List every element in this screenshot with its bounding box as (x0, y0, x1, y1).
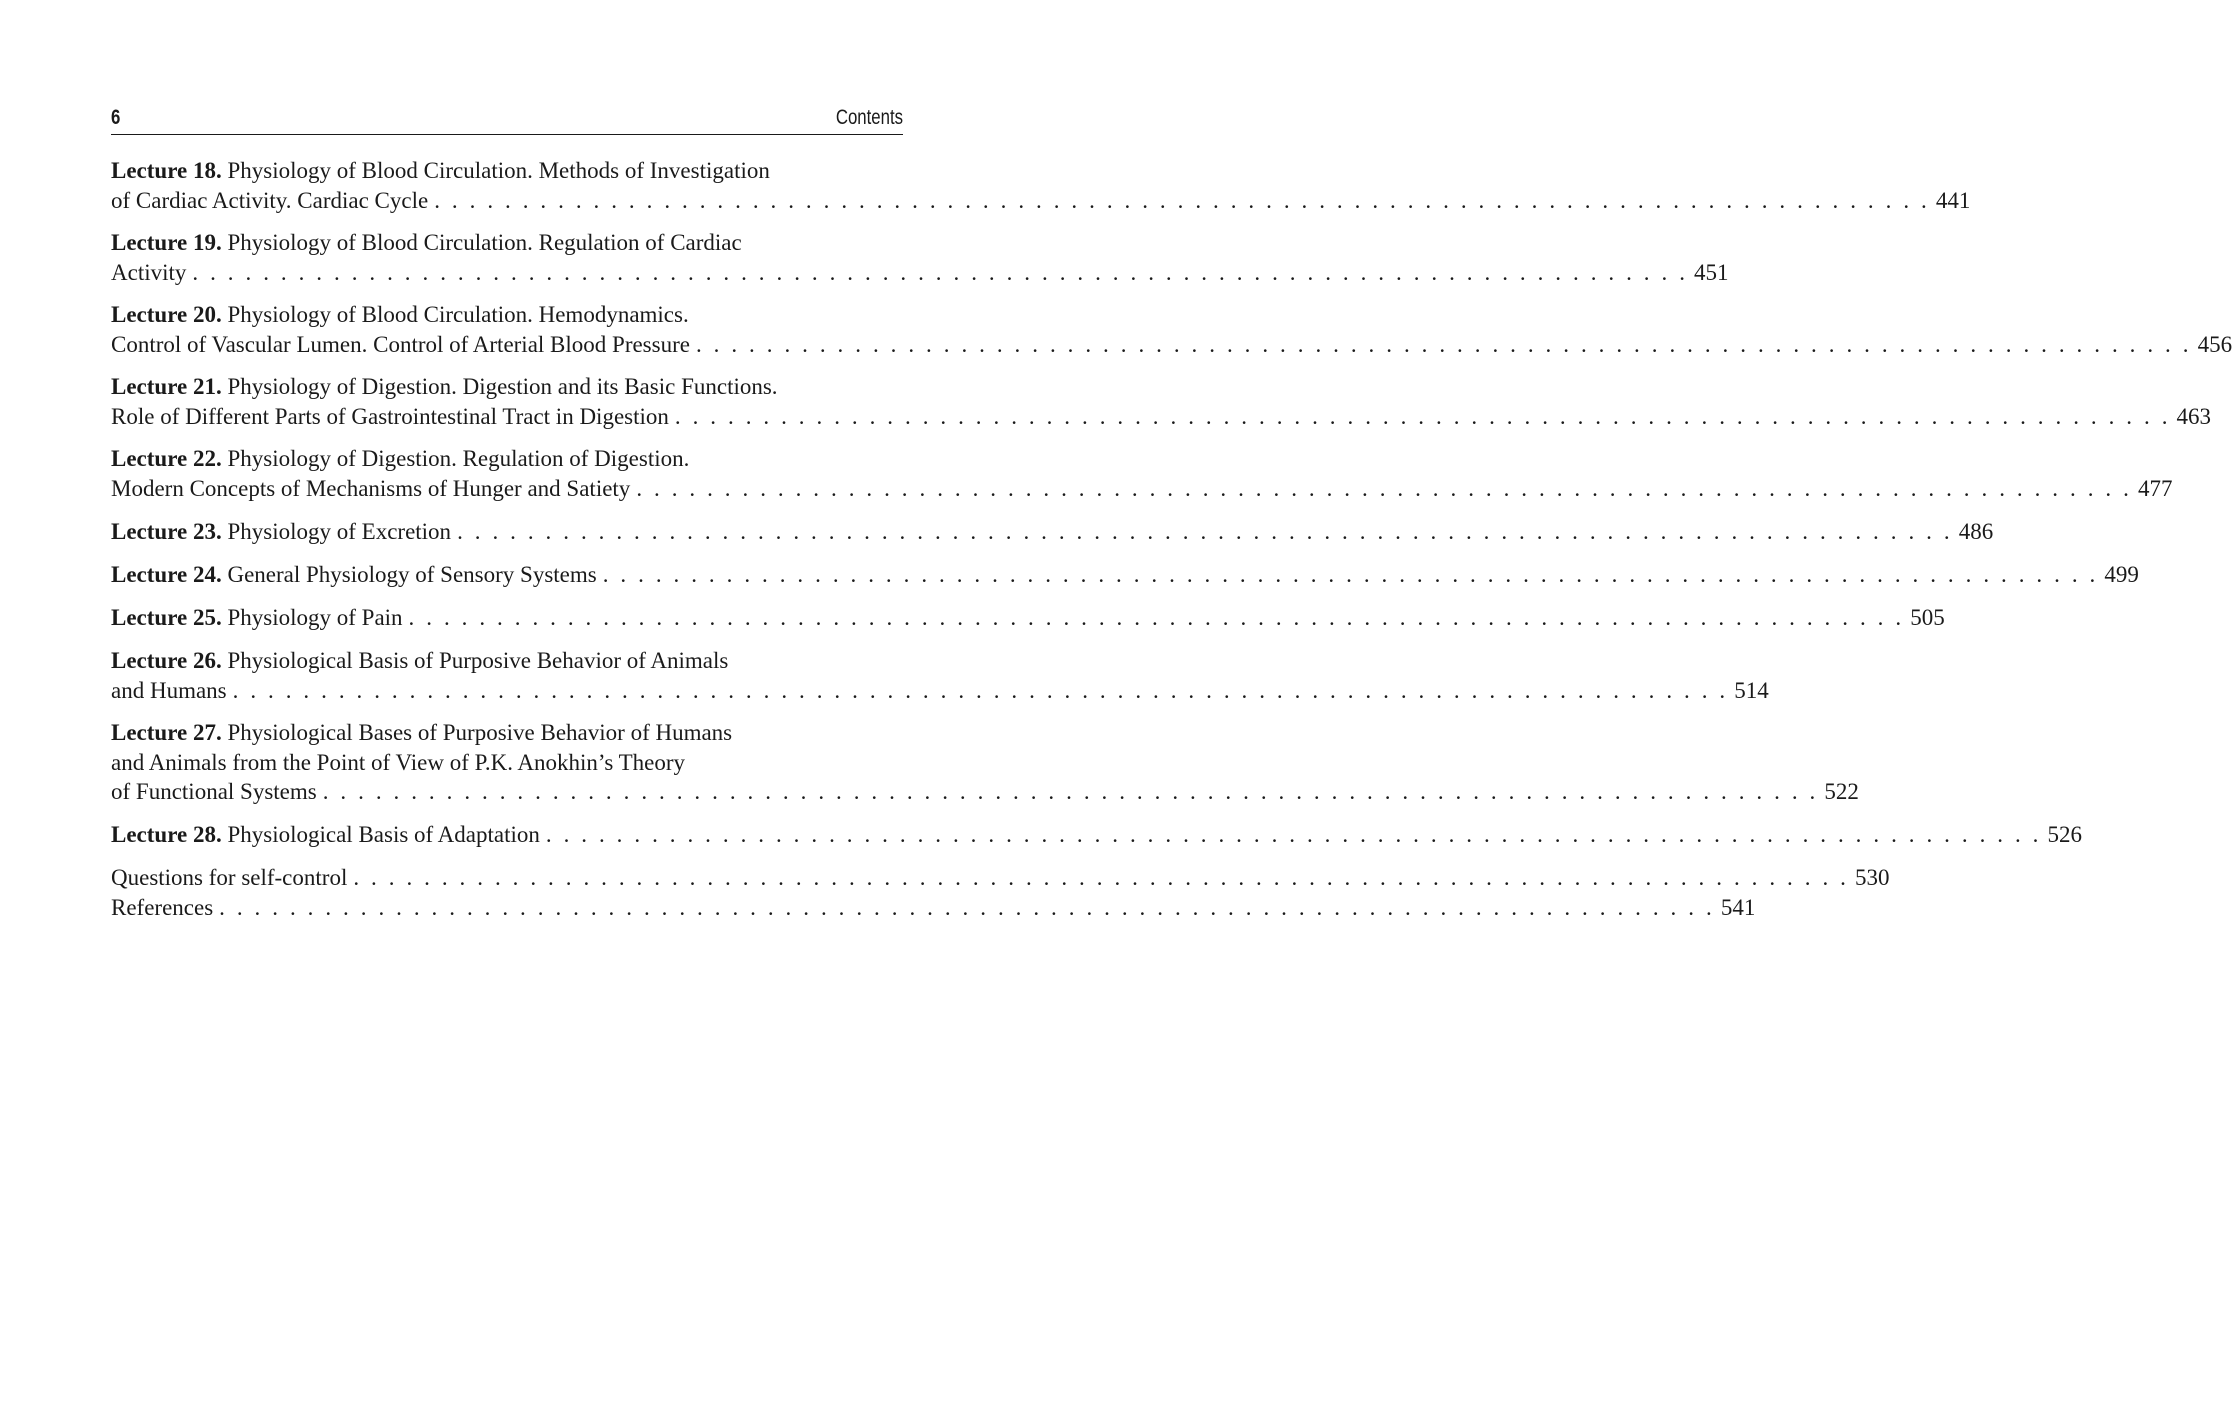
toc-entry-title: Questions for self-control (111, 865, 348, 890)
toc-entry-label: Lecture 19. (111, 230, 222, 255)
toc-entry[interactable] (111, 156, 1971, 215)
toc-entry-line (111, 402, 2212, 432)
toc-entry-line (111, 330, 2232, 360)
toc-entry-line (111, 156, 903, 186)
dot-leader: . . . . . . . . . . . . . . . . . . . . . . . . . . . . . . . . . . . . . . . . . . . . . . . . . . . . . . . . . . . . . . . . . . . . . . . . . . . . . . . . . . . . . (674, 403, 2171, 429)
toc-entry-text (111, 648, 728, 673)
toc-entry-title: of Cardiac Activity. Cardiac Cycle (111, 187, 429, 213)
toc-entry-line (111, 560, 2139, 590)
toc-entry-title: Physiology of Blood Circulation. Methods of Investigation (227, 158, 770, 183)
toc-entry-label: Lecture 23. (111, 519, 222, 544)
dot-leader: . . . . . . . . . . . . . . . . . . . . . . . . . . . . . . . . . . . . . . . . . . . . . . . . . . . . . . . . . . . . . . . . . . . . . . . . . . . . . . . . . . . . . (695, 331, 2192, 357)
toc-entry-label: Lecture 27. (111, 720, 222, 745)
toc-page-number: 477 (2137, 475, 2173, 501)
toc-entry-title: Physiological Basis of Adaptation (227, 822, 540, 847)
toc-entry[interactable] (111, 300, 2232, 359)
toc-entry-label: Lecture 24. (111, 562, 222, 587)
toc-entry-line (111, 646, 903, 676)
toc-entry-line (111, 893, 1756, 923)
toc-entry-line (111, 517, 1994, 547)
toc-entry-title: of Functional Systems (111, 779, 317, 804)
toc-entry-line (111, 676, 1769, 706)
toc-entry-text (111, 750, 685, 775)
toc-entry-text (111, 258, 186, 288)
toc-entry-label: Lecture 18. (111, 158, 222, 183)
toc-entry-text (111, 230, 742, 255)
toc-entry[interactable] (111, 444, 2173, 503)
dot-leader: . . . . . . . . . . . . . . . . . . . . . . . . . . . . . . . . . . . . . . . . . . . . . . . . . . . . . . . . . . . . . . . . . . . . . . . . . . . . . . . . . . . . . (232, 677, 1729, 703)
toc-entry-title: Physiological Basis of Purposive Behavior of Animals (227, 648, 729, 673)
toc-entry-title: Physiology of Blood Circulation. Hemodynamics. (227, 302, 689, 327)
dot-leader: . . . . . . . . . . . . . . . . . . . . . . . . . . . . . . . . . . . . . . . . . . . . . . . . . . . . . . . . . . . . . . . . . . . . . . . . . . . . . . . . . . . . . (545, 822, 2042, 847)
toc-entry-line (111, 474, 2173, 504)
toc-entry[interactable] (111, 228, 1729, 287)
toc-entry-text (111, 676, 227, 706)
toc-entry-label: Lecture 26. (111, 648, 222, 673)
toc-entry-title: Modern Concepts of Mechanisms of Hunger and Satiety (111, 475, 631, 501)
toc-entry-title: and Humans (111, 677, 227, 703)
toc-entry[interactable] (111, 372, 2212, 431)
toc-entry-text (111, 560, 597, 590)
page-header (111, 104, 903, 135)
toc-entry-line (111, 228, 903, 258)
toc-page-number: 451 (1694, 259, 1729, 285)
toc-page-number: 530 (1855, 865, 1890, 890)
toc-entry[interactable] (111, 517, 1994, 547)
toc-entry-line (111, 748, 903, 778)
toc-entry-title: Physiology of Pain (227, 605, 403, 630)
toc-entry[interactable] (111, 820, 2083, 850)
toc-page-number: 456 (2197, 331, 2232, 357)
toc-entry-text (111, 186, 428, 216)
toc-entry-label: Lecture 21. (111, 374, 222, 399)
dot-leader: . . . . . . . . . . . . . . . . . . . . . . . . . . . . . . . . . . . . . . . . . . . . . . . . . . . . . . . . . . . . . . . . . . . . . . . . . . . . . . . . . . . . . (408, 605, 1905, 630)
toc-entry-text (111, 863, 347, 893)
toc-entry[interactable] (111, 718, 1859, 807)
toc-entry-title: General Physiology of Sensory Systems (227, 562, 597, 587)
toc-entry-title: References (111, 895, 214, 920)
toc-entry-line (111, 863, 1890, 893)
toc-entry-line (111, 186, 1971, 216)
toc-entry-text (111, 374, 778, 399)
toc-entry-text (111, 820, 540, 850)
toc-entry-title: Role of Different Parts of Gastrointestinal Tract in Digestion (111, 403, 669, 429)
toc-entry-line (111, 258, 1729, 288)
toc-entry-text (111, 603, 403, 633)
toc-entry-title: Control of Vascular Lumen. Control of Arterial Blood Pressure (111, 331, 690, 357)
page-number: 6 (111, 106, 121, 129)
toc-entry[interactable] (111, 893, 1756, 923)
dot-leader: . . . . . . . . . . . . . . . . . . . . . . . . . . . . . . . . . . . . . . . . . . . . . . . . . . . . . . . . . . . . . . . . . . . . . . . . . . . . . . . . . . . . . (602, 562, 2099, 587)
toc-entry-text (111, 302, 689, 327)
dot-leader: . . . . . . . . . . . . . . . . . . . . . . . . . . . . . . . . . . . . . . . . . . . . . . . . . . . . . . . . . . . . . . . . . . . . . . . . . . . . . . . . . . . . . (434, 187, 1930, 213)
toc-page-number: 541 (1720, 895, 1756, 920)
toc-entry-title: Physiology of Digestion. Regulation of Digestion. (227, 446, 690, 471)
toc-entry-label: Lecture 22. (111, 446, 222, 471)
dot-leader: . . . . . . . . . . . . . . . . . . . . . . . . . . . . . . . . . . . . . . . . . . . . . . . . . . . . . . . . . . . . . . . . . . . . . . . . . . . . . . . . . . . . . (322, 779, 1819, 804)
dot-leader: . . . . . . . . . . . . . . . . . . . . . . . . . . . . . . . . . . . . . . . . . . . . . . . . . . . . . . . . . . . . . . . . . . . . . . . . . . . . . . . . . . . . . (219, 895, 1715, 920)
toc-entry-line (111, 372, 903, 402)
toc-entry[interactable] (111, 863, 1890, 893)
toc-entry-title: Physiology of Blood Circulation. Regulation of Cardiac (227, 230, 742, 255)
toc-entry-text (111, 777, 317, 807)
dot-leader: . . . . . . . . . . . . . . . . . . . . . . . . . . . . . . . . . . . . . . . . . . . . . . . . . . . . . . . . . . . . . . . . . . . . . . . . . . . . . . . . . . . . . (353, 865, 1849, 890)
toc-entry[interactable] (111, 560, 2139, 590)
dot-leader: . . . . . . . . . . . . . . . . . . . . . . . . . . . . . . . . . . . . . . . . . . . . . . . . . . . . . . . . . . . . . . . . . . . . . . . . . . . . . . . . . . . . . (192, 259, 1689, 285)
toc-entry-label: Lecture 25. (111, 605, 222, 630)
toc-entry-title: Physiological Bases of Purposive Behavior of Humans (227, 720, 733, 745)
toc-entry-line (111, 718, 903, 748)
toc-entry-title: Physiology of Excretion (227, 519, 452, 544)
dot-leader: . . . . . . . . . . . . . . . . . . . . . . . . . . . . . . . . . . . . . . . . . . . . . . . . . . . . . . . . . . . . . . . . . . . . . . . . . . . . . . . . . . . . . (457, 519, 1953, 544)
toc-entry-line (111, 444, 903, 474)
running-title: Contents (835, 106, 903, 129)
toc-entry-line (111, 603, 1945, 633)
toc-page-number: 463 (2176, 403, 2212, 429)
toc-entry-text (111, 517, 451, 547)
toc-page-number: 526 (2047, 822, 2083, 847)
toc-page-number: 514 (1734, 677, 1769, 703)
toc-entry-text (111, 446, 689, 471)
toc-entry-text (111, 474, 630, 504)
toc-entry-label: Lecture 20. (111, 302, 222, 327)
toc-page-number: 441 (1935, 187, 1971, 213)
toc-entry[interactable] (111, 646, 1769, 705)
toc-entry-title: Physiology of Digestion. Digestion and its Basic Functions. (227, 374, 778, 399)
toc-entry-title: and Animals from the Point of View of P.K. Anokhin’s Theory (111, 749, 686, 775)
toc-entry-text (111, 720, 732, 745)
toc-entry-title: Activity (111, 259, 187, 285)
toc-entry[interactable] (111, 603, 1945, 633)
toc-entry-text (111, 893, 213, 923)
toc-entry-text (111, 158, 770, 183)
toc-entry-line (111, 300, 903, 330)
toc-entry-label: Lecture 28. (111, 822, 222, 847)
toc-entry-text (111, 402, 669, 432)
toc-page-number: 499 (2104, 562, 2139, 587)
toc-entry-line (111, 820, 2083, 850)
toc-page-number: 522 (1824, 779, 1859, 804)
toc-page-number: 505 (1910, 605, 1945, 630)
toc-entry-line (111, 777, 1859, 807)
toc-page-number: 486 (1958, 519, 1994, 544)
dot-leader: . . . . . . . . . . . . . . . . . . . . . . . . . . . . . . . . . . . . . . . . . . . . . . . . . . . . . . . . . . . . . . . . . . . . . . . . . . . . . . . . . . . . . (636, 475, 2132, 501)
toc-entry-text (111, 330, 690, 360)
